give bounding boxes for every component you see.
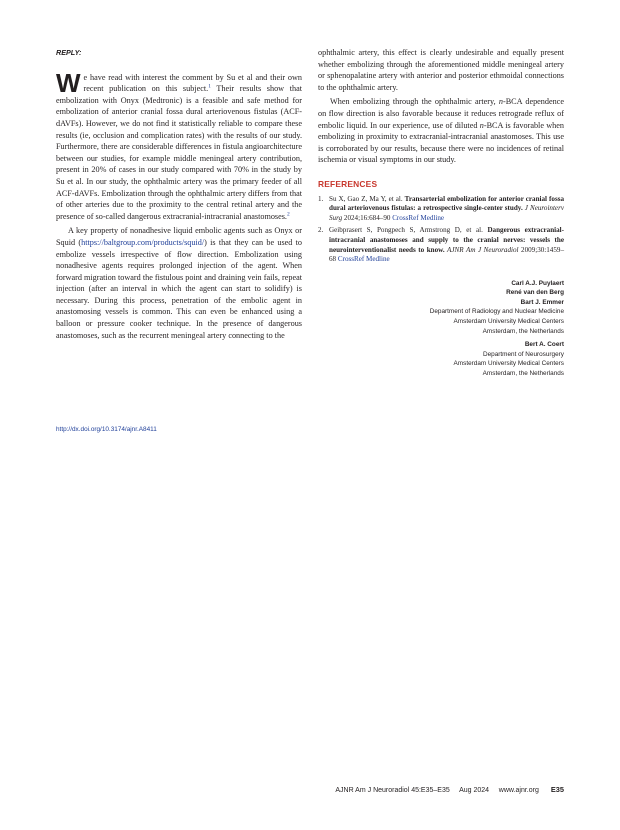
reference-item: [318, 195, 564, 224]
paragraph-4-part-1: When embolizing through the ophthalmic artery,: [330, 97, 499, 107]
paragraph-1: [56, 67, 302, 223]
references-heading: REFERENCES: [318, 178, 378, 189]
author-block: [318, 279, 564, 379]
reference-number: 2.: [318, 226, 324, 235]
paragraph-4: [318, 96, 564, 166]
paragraph-2-part-1: A key property of nonadhesive liquid embolic agents such as Onyx or Squid (: [56, 226, 302, 247]
paragraph-4-italic-1: n: [498, 97, 503, 107]
reference-crossref-medline-link[interactable]: CrossRef Medline: [392, 213, 445, 222]
reference-title: Transarterial embolization for anterior cranial fossa dural arteriovenous fistulas: a retrospective single-center study.: [329, 194, 565, 213]
paragraph-2: [56, 225, 302, 341]
left-column: [56, 47, 302, 341]
paragraph-1-part-2: Their results show that embolization with Onyx (Medtronic) is a feasible and safe method for embolization of anterior cranial fossa dural arteriovenous fistulas (ACF-dAVFs). However, we do not find it statistically reliable to compare these results (ie, occlusion and complication rates) with the results of our study. Furthermore, there are considerable differences in fistula angioarchitecture between our studies, for example middle meningeal artery contribution, present in 20% of cases in our study compared with 70% in the study by Su et al. In our study, the ophthalmic artery was the primary feeder of all ACF-dAVFs. Embolization through the ophthalmic artery differs from that of other arteries due to the proximity to the central retinal artery and the presence of so-called dangerous extracranial-intracranial anastomoses.: [56, 84, 302, 221]
author-name: René van den Berg: [506, 289, 564, 297]
reference-item: [318, 226, 564, 264]
reference-journal: J Neurointerv Surg: [329, 204, 564, 222]
squid-link[interactable]: https://baltgroup.com/products/squid/: [81, 237, 205, 247]
paragraph-4-italic-2: n: [479, 120, 484, 130]
reference-title: Dangerous extracranial-intracranial anastomoses and supply to the cranial nerves: vessels the neurointerventionalist needs to know.: [329, 226, 564, 254]
page-number: E35: [550, 785, 564, 794]
paragraph-4-part-3: -BCA is favorable when embolizing in proximity to extracranial-intracranial anastomoses. This use is corroborated by our results, because there were no incidences of retinal ischemia or visual symptoms in our study.: [318, 120, 565, 165]
paragraph-3: ophthalmic artery, this effect is clearly undesirable and equally present whether embolizing through the aforementioned middle meningeal artery or sphenopalatine artery with anterior and posterior ethmoidal connections to the ophthalmic artery.: [318, 48, 564, 92]
reference-crossref-medline-link[interactable]: CrossRef Medline: [337, 255, 390, 264]
affiliation-city: Amsterdam, the Netherlands: [482, 327, 564, 335]
affiliation-institution: Amsterdam University Medical Centers: [453, 360, 564, 368]
drop-cap: W: [56, 67, 81, 98]
references-list: [318, 195, 564, 265]
page-footer: [335, 785, 564, 794]
reference-authors: Su X, Gao Z, Ma Y, et al.: [329, 194, 405, 203]
author-name: Bert A. Coert: [524, 341, 564, 349]
reference-number: 1.: [318, 194, 324, 203]
affiliation-department: Department of Neurosurgery: [483, 350, 564, 358]
footer-citation: AJNR Am J Neuroradiol 45:E35–E35 Aug 2024 www.ajnr.org: [335, 787, 539, 794]
reference-authors: Geibprasert S, Pongpech S, Armstrong D, et al.: [329, 226, 488, 235]
citation-2[interactable]: 2: [286, 210, 290, 217]
paragraph-1-part-1: e have read with interest the comment by Su et al and their own recent publication on this subject.: [83, 72, 302, 94]
reference-details: 2024;16:684–90: [342, 213, 393, 222]
affiliation-institution: Amsterdam University Medical Centers: [453, 318, 564, 326]
reply-label: REPLY:: [56, 48, 82, 57]
paragraph-4-part-2: -BCA dependence on flow direction is also favorable because it reduces retrograde reflux of embolic liquid. In our experience, use of diluted: [318, 97, 564, 130]
paragraph-2-part-2: ) is that they can be used to embolize vessels irrespective of flow direction. Embolization using nonadhesive agents requires prolonged injection of the agent. When forward migration toward the fistulous point and draining vein fails, repeat injection (after an interval in which the agent can start to solidify) is necessary. During this process, penetration of the embolic agent in anastomosing vessels is common. This can even be enhanced using a balloon or pressure cooker technique. In the presence of dangerous anastomoses, such as the recurrent meningeal artery connecting to the: [56, 237, 303, 340]
reference-details: 2009;30:1459–68: [329, 245, 564, 264]
affiliation-department: Department of Radiology and Nuclear Medicine: [429, 308, 564, 316]
reference-journal: AJNR Am J Neuroradiol: [444, 245, 519, 254]
right-column: [318, 47, 564, 379]
author-name: Bart J. Emmer: [520, 298, 564, 306]
affiliation-city: Amsterdam, the Netherlands: [482, 370, 564, 378]
doi-link[interactable]: http://dx.doi.org/10.3174/ajnr.A8411: [56, 426, 157, 433]
author-name: Carl A.J. Puylaert: [511, 279, 564, 287]
citation-1[interactable]: 1: [208, 83, 211, 90]
